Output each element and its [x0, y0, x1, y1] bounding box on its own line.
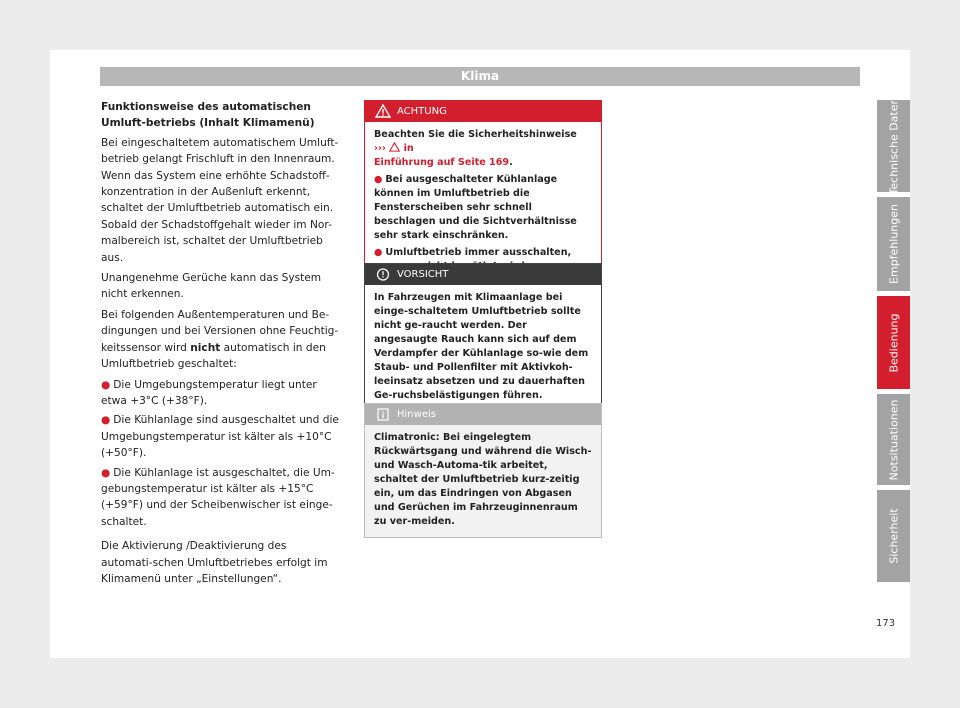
- tab-label: Empfehlungen: [887, 204, 900, 284]
- paragraph: Unangenehme Gerüche kann das System nicht erkennen.: [101, 272, 322, 301]
- tab-label: Technische Daten: [887, 97, 900, 195]
- tab-sicherheit[interactable]: [877, 490, 910, 582]
- list-item: [101, 377, 341, 410]
- bullet-icon: ●: [374, 247, 383, 258]
- note-box-title: Hinweis: [397, 409, 436, 420]
- warning-intro: Beachten Sie die Sicherheitshinweise ››› in Einführung auf Seite 169.: [374, 129, 577, 168]
- text-run: Beachten Sie die Sicherheitshinweise: [374, 129, 577, 140]
- tab-label: Notsituationen: [887, 399, 900, 480]
- warning-box: [364, 100, 602, 283]
- chapter-header: Klima: [100, 67, 860, 86]
- paragraph: [101, 307, 341, 373]
- warning-box-header: [365, 101, 601, 122]
- list-item-text: Bei ausgeschalteter Kühlanlage können im Umluftbetrieb die Fensterscheiben sehr schnell beschlagen und die Sichtverhältnisse sehr stark einschränken.: [374, 174, 577, 241]
- tab-label: Bedienung: [887, 312, 900, 373]
- note-box-body: [365, 425, 601, 537]
- paragraph: Die Aktivierung /Deaktivierung des automati-schen Umluftbetriebes erfolgt im Klimamenü unter „Einstellungen“.: [101, 540, 328, 585]
- bullet-icon: ●: [101, 414, 111, 427]
- text-run: automatisch in den Umluftbetrieb geschaltet:: [101, 341, 326, 371]
- emphasis-text: nicht: [190, 341, 221, 354]
- section-heading: Funktionsweise des automatischen Umluft-betriebs (Inhalt Klimamenü): [101, 101, 315, 130]
- warning-triangle-icon: [375, 101, 391, 122]
- caution-box-header: [365, 264, 601, 285]
- bullet-icon: ●: [101, 466, 111, 479]
- tab-notsituationen[interactable]: [877, 394, 910, 485]
- cross-reference-link[interactable]: Einführung auf Seite 169: [374, 157, 510, 168]
- list-item-text: Die Kühlanlage sind ausgeschaltet und die Umgebungstemperatur ist kälter als +10°C (+50°F).: [101, 414, 339, 460]
- note-box-header: [365, 404, 601, 425]
- text-run: in: [403, 143, 414, 154]
- tab-technische-daten[interactable]: [877, 97, 910, 195]
- warning-box-title: ACHTUNG: [397, 106, 447, 117]
- note-box: [364, 403, 602, 538]
- paragraph: Bei eingeschaltetem automatischem Umluft-betrieb gelangt Frischluft in den Innenraum. Wenn das System eine erhöhte Schadstoff-konzentration in der Außenluft erkennt, schaltet der Umluftbetrieb automatisch ein. Sobald der Schadstoffgehalt wieder im Nor-malbereich ist, schaltet der Umluftbetrieb aus.: [101, 136, 339, 264]
- text-run: Bei folgenden Außentemperaturen und Be-dingungen und bei Versionen ohne Feuchtig-keitssensor wird: [101, 308, 339, 354]
- warning-triangle-icon: [389, 142, 400, 152]
- tab-label: Sicherheit: [887, 508, 900, 564]
- page-number: 173: [876, 618, 896, 629]
- list-item-text: Die Umgebungstemperatur liegt unter etwa +3°C (+38°F).: [101, 378, 317, 407]
- caution-box-title: VORSICHT: [397, 269, 449, 280]
- caution-text: In Fahrzeugen mit Klimaanlage bei einge-schaltetem Umluftbetrieb sollte nicht ge-raucht werden. Der angesaugte Rauch kann sich auf dem Verdampfer der Kühlanlage so-wie dem Staub- und Pollenfilter mit Aktivkoh-leeinsatz absetzen und zu dauerhaften Ge-ruchsbelästigungen führen.: [374, 292, 589, 401]
- exclamation-circle-icon: [375, 264, 391, 285]
- caution-box: [364, 263, 602, 412]
- note-text: Climatronic: Bei eingelegtem Rückwärtsgang und während die Wisch- und Wasch-Automa-tik arbeitet, schaltet der Umluftbetrieb kurz-zeitig ein, um das Eindringen von Abgasen und Gerüchen im Fahrzeuginnenraum zu ver-meiden.: [374, 432, 592, 527]
- tab-empfehlungen[interactable]: [877, 197, 910, 291]
- bullet-icon: ●: [374, 174, 383, 185]
- bullet-icon: ●: [101, 378, 111, 391]
- arrow-marker: ›››: [374, 143, 386, 154]
- list-item-text: Umluftbetrieb immer ausschalten,: [385, 247, 572, 258]
- caution-box-body: [365, 285, 601, 411]
- list-item-text: Die Kühlanlage ist ausgeschaltet, die Um-gebungstemperatur ist kälter als +15°C (+59°F) und der Scheibenwischer ist einge-schaltet.: [101, 466, 335, 528]
- tab-bedienung[interactable]: [877, 296, 910, 389]
- warning-box-body: [365, 122, 601, 282]
- main-text-column: [101, 99, 341, 591]
- list-item: [374, 173, 592, 243]
- list-item: [101, 465, 341, 531]
- info-icon: [375, 404, 391, 425]
- list-item: [101, 412, 341, 461]
